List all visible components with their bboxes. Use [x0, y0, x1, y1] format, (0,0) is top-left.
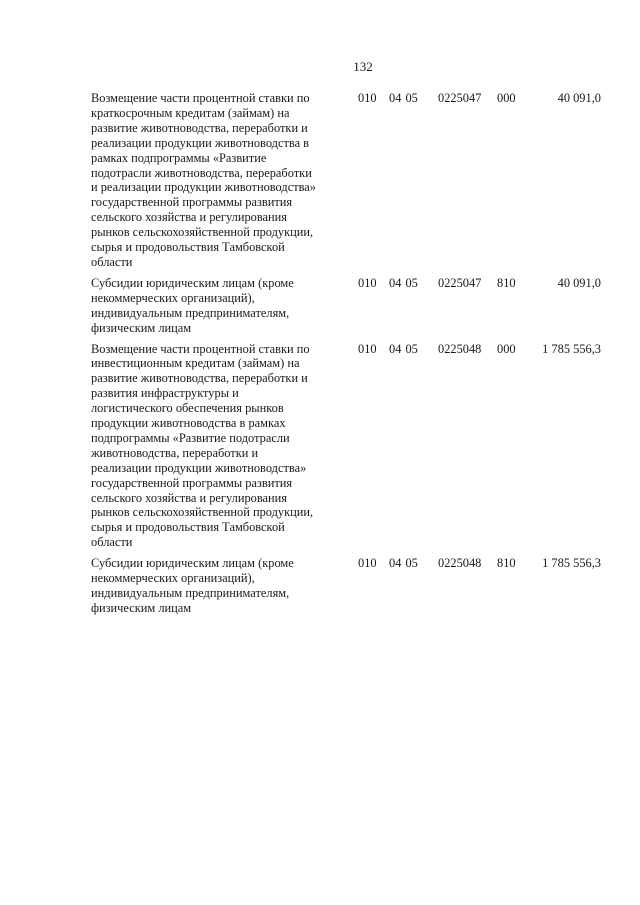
page-number: 132 [353, 59, 373, 74]
row-section-code: 04 05 [389, 275, 418, 290]
row-amount: 1 785 556,3 [542, 341, 601, 356]
row-description: Возмещение части процентной ставки по инвестиционным кредитам (займам) на развитие животноводства, переработки и развития инфраструктуры и логистического обеспечения рынков продукции животноводства в рамках подпрограммы «Развитие подотрасли животноводства, переработки и реализации продукции животноводства» государственной программы развития сельского хозяйства и регулирования рынков сельскохозяйственной продукции, сырья и продовольствия Тамбовской области [91, 341, 314, 550]
row-amount: 1 785 556,3 [542, 556, 601, 571]
budget-table [91, 91, 601, 622]
row-description: Субсидии юридическим лицам (кроме некоммерческих организаций), индивидуальным предпринимателям, физическим лицам [91, 275, 294, 335]
row-ministry-code: 010 [358, 556, 377, 571]
row-ministry-code: 010 [358, 275, 377, 290]
row-section-code: 04 05 [389, 91, 418, 105]
row-target-code: 0225048 [438, 341, 482, 356]
row-ministry-code: 010 [358, 91, 377, 105]
row-target-code: 0225047 [438, 91, 482, 105]
row-amount: 40 091,0 [557, 275, 601, 290]
row-target-code: 0225047 [438, 275, 482, 290]
row-description: Возмещение части процентной ставки по краткосрочным кредитам (займам) на развитие животноводства, переработки и реализации продукции животноводства в рамках подпрограммы «Развитие подотрасли животноводства, переработки и реализации продукции животноводства» государственной программы развития сельского хозяйства и регулирования рынков сельскохозяйственной продукции, сырья и продовольствия Тамбовской области [91, 91, 316, 269]
table-row [91, 342, 601, 551]
table-row [91, 91, 601, 270]
row-description: Субсидии юридическим лицам (кроме некоммерческих организаций), индивидуальным предпринимателям, физическим лицам [91, 556, 294, 615]
row-section-code: 04 05 [389, 556, 418, 571]
row-section-code: 04 05 [389, 341, 418, 356]
row-expense-type-code: 000 [497, 91, 516, 105]
row-amount: 40 091,0 [557, 91, 601, 105]
row-target-code: 0225048 [438, 556, 482, 571]
table-row [91, 556, 601, 616]
row-expense-type-code: 000 [497, 341, 516, 356]
row-ministry-code: 010 [358, 341, 377, 356]
table-row [91, 276, 601, 336]
row-expense-type-code: 810 [497, 556, 516, 571]
row-expense-type-code: 810 [497, 275, 516, 290]
